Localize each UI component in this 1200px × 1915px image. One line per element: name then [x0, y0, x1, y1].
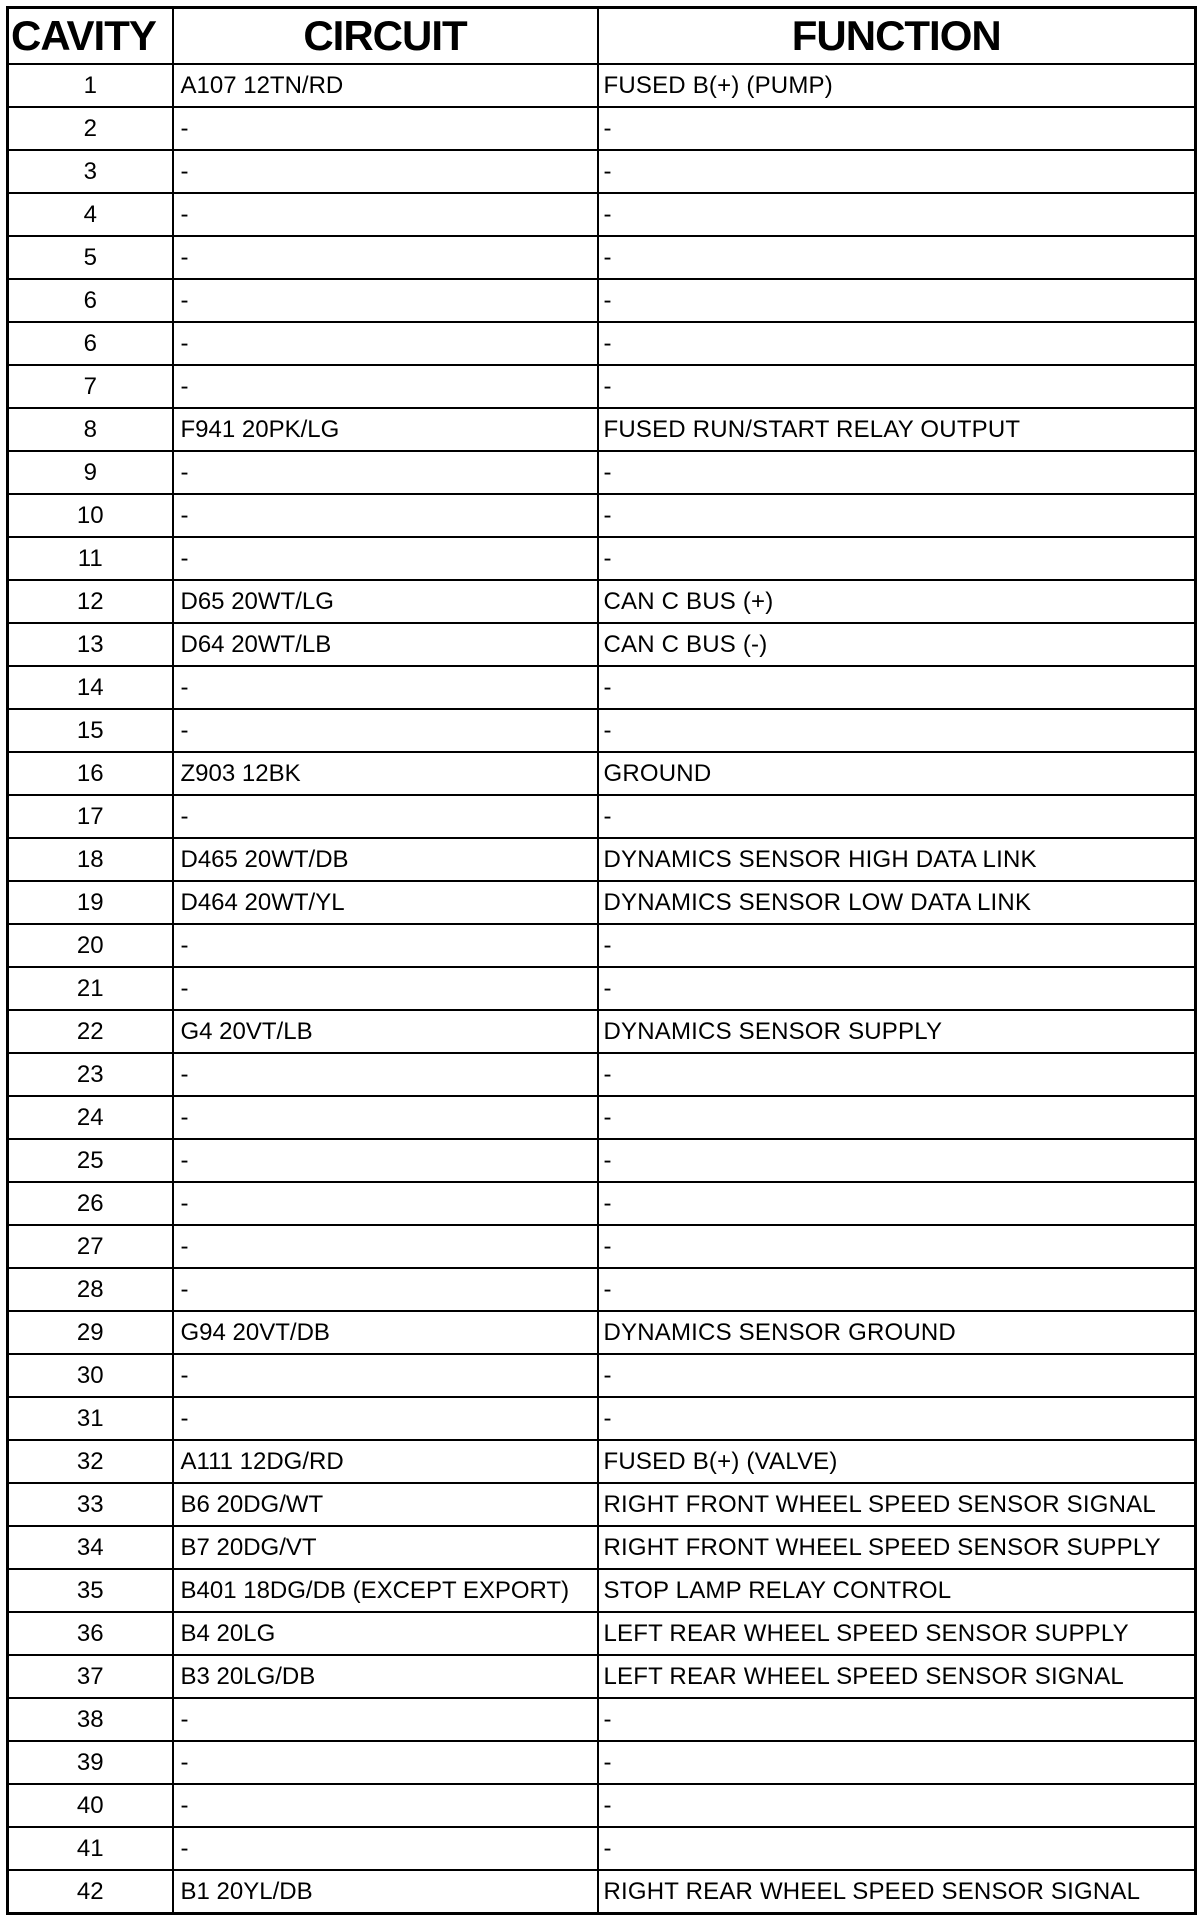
- circuit-cell: -: [173, 150, 598, 193]
- cavity-cell: 31: [8, 1397, 173, 1440]
- circuit-cell: B401 18DG/DB (EXCEPT EXPORT): [173, 1569, 598, 1612]
- function-cell: -: [598, 1053, 1196, 1096]
- cavity-cell: 6: [8, 322, 173, 365]
- table-row: [8, 236, 1196, 279]
- cavity-cell: 40: [8, 1784, 173, 1827]
- cavity-cell: 29: [8, 1311, 173, 1354]
- cavity-cell: 35: [8, 1569, 173, 1612]
- circuit-cell: B6 20DG/WT: [173, 1483, 598, 1526]
- cavity-cell: 27: [8, 1225, 173, 1268]
- circuit-cell: -: [173, 451, 598, 494]
- function-cell: RIGHT REAR WHEEL SPEED SENSOR SIGNAL: [598, 1870, 1196, 1914]
- cavity-cell: 30: [8, 1354, 173, 1397]
- function-cell: -: [598, 1741, 1196, 1784]
- cavity-cell: 16: [8, 752, 173, 795]
- table-row: [8, 1053, 1196, 1096]
- circuit-cell: -: [173, 1397, 598, 1440]
- cavity-cell: 26: [8, 1182, 173, 1225]
- table-row: [8, 1612, 1196, 1655]
- circuit-cell: B3 20LG/DB: [173, 1655, 598, 1698]
- cavity-cell: 21: [8, 967, 173, 1010]
- cavity-cell: 12: [8, 580, 173, 623]
- function-cell: -: [598, 236, 1196, 279]
- cavity-cell: 14: [8, 666, 173, 709]
- circuit-cell: -: [173, 666, 598, 709]
- table-row: [8, 752, 1196, 795]
- cavity-cell: 23: [8, 1053, 173, 1096]
- circuit-cell: -: [173, 279, 598, 322]
- function-cell: -: [598, 967, 1196, 1010]
- cavity-cell: 33: [8, 1483, 173, 1526]
- table-row: [8, 1741, 1196, 1784]
- circuit-cell: -: [173, 1096, 598, 1139]
- circuit-cell: -: [173, 107, 598, 150]
- function-cell: STOP LAMP RELAY CONTROL: [598, 1569, 1196, 1612]
- table-row: [8, 666, 1196, 709]
- table-row: [8, 1784, 1196, 1827]
- table-row: [8, 967, 1196, 1010]
- table-row: [8, 494, 1196, 537]
- circuit-cell: -: [173, 494, 598, 537]
- cavity-cell: 34: [8, 1526, 173, 1569]
- circuit-cell: G94 20VT/DB: [173, 1311, 598, 1354]
- table-row: [8, 1440, 1196, 1483]
- table-row: [8, 924, 1196, 967]
- table-row: [8, 322, 1196, 365]
- circuit-cell: -: [173, 537, 598, 580]
- circuit-cell: -: [173, 1182, 598, 1225]
- function-cell: -: [598, 1182, 1196, 1225]
- function-cell: -: [598, 1698, 1196, 1741]
- table-row: [8, 1268, 1196, 1311]
- table-row: [8, 1010, 1196, 1053]
- cavity-cell: 1: [8, 64, 173, 107]
- circuit-cell: -: [173, 1139, 598, 1182]
- cavity-cell: 3: [8, 150, 173, 193]
- circuit-cell: -: [173, 1741, 598, 1784]
- cavity-cell: 2: [8, 107, 173, 150]
- header-row: [8, 8, 1196, 65]
- table-row: [8, 838, 1196, 881]
- circuit-cell: D465 20WT/DB: [173, 838, 598, 881]
- function-cell: -: [598, 365, 1196, 408]
- cavity-cell: 18: [8, 838, 173, 881]
- cavity-cell: 15: [8, 709, 173, 752]
- function-cell: -: [598, 1827, 1196, 1870]
- connector-pinout-table: [6, 6, 1197, 1915]
- cavity-cell: 17: [8, 795, 173, 838]
- table-row: [8, 1827, 1196, 1870]
- cavity-cell: 13: [8, 623, 173, 666]
- circuit-cell: -: [173, 1268, 598, 1311]
- table-header: [8, 8, 1196, 65]
- table-row: [8, 623, 1196, 666]
- circuit-cell: -: [173, 795, 598, 838]
- circuit-cell: -: [173, 1225, 598, 1268]
- circuit-cell: G4 20VT/LB: [173, 1010, 598, 1053]
- cavity-cell: 28: [8, 1268, 173, 1311]
- circuit-cell: -: [173, 1698, 598, 1741]
- function-cell: CAN C BUS (+): [598, 580, 1196, 623]
- function-cell: -: [598, 1354, 1196, 1397]
- cavity-cell: 22: [8, 1010, 173, 1053]
- cavity-cell: 41: [8, 1827, 173, 1870]
- column-header-cavity: CAVITY: [8, 8, 173, 65]
- function-cell: -: [598, 279, 1196, 322]
- circuit-cell: -: [173, 236, 598, 279]
- function-cell: LEFT REAR WHEEL SPEED SENSOR SIGNAL: [598, 1655, 1196, 1698]
- function-cell: CAN C BUS (-): [598, 623, 1196, 666]
- function-cell: DYNAMICS SENSOR SUPPLY: [598, 1010, 1196, 1053]
- cavity-cell: 37: [8, 1655, 173, 1698]
- circuit-cell: -: [173, 967, 598, 1010]
- table-row: [8, 365, 1196, 408]
- cavity-cell: 7: [8, 365, 173, 408]
- circuit-cell: -: [173, 1784, 598, 1827]
- column-header-function: FUNCTION: [598, 8, 1196, 65]
- cavity-cell: 19: [8, 881, 173, 924]
- function-cell: -: [598, 1225, 1196, 1268]
- function-cell: RIGHT FRONT WHEEL SPEED SENSOR SUPPLY: [598, 1526, 1196, 1569]
- circuit-cell: -: [173, 1827, 598, 1870]
- cavity-cell: 9: [8, 451, 173, 494]
- circuit-cell: Z903 12BK: [173, 752, 598, 795]
- column-header-circuit: CIRCUIT: [173, 8, 598, 65]
- table-row: [8, 451, 1196, 494]
- pinout-sheet: [6, 6, 1194, 1905]
- circuit-cell: B7 20DG/VT: [173, 1526, 598, 1569]
- table-row: [8, 1182, 1196, 1225]
- function-cell: -: [598, 795, 1196, 838]
- circuit-cell: B4 20LG: [173, 1612, 598, 1655]
- function-cell: -: [598, 666, 1196, 709]
- circuit-cell: -: [173, 709, 598, 752]
- circuit-cell: D464 20WT/YL: [173, 881, 598, 924]
- function-cell: -: [598, 924, 1196, 967]
- table-row: [8, 1870, 1196, 1914]
- circuit-cell: D64 20WT/LB: [173, 623, 598, 666]
- table-row: [8, 580, 1196, 623]
- table-row: [8, 107, 1196, 150]
- function-cell: -: [598, 107, 1196, 150]
- table-row: [8, 64, 1196, 107]
- table-body: [8, 64, 1196, 1914]
- table-row: [8, 1096, 1196, 1139]
- table-row: [8, 279, 1196, 322]
- function-cell: -: [598, 1784, 1196, 1827]
- circuit-cell: -: [173, 924, 598, 967]
- cavity-cell: 6: [8, 279, 173, 322]
- table-row: [8, 1483, 1196, 1526]
- function-cell: DYNAMICS SENSOR GROUND: [598, 1311, 1196, 1354]
- circuit-cell: A111 12DG/RD: [173, 1440, 598, 1483]
- cavity-cell: 5: [8, 236, 173, 279]
- table-row: [8, 150, 1196, 193]
- function-cell: GROUND: [598, 752, 1196, 795]
- function-cell: -: [598, 1397, 1196, 1440]
- circuit-cell: -: [173, 1053, 598, 1096]
- function-cell: -: [598, 494, 1196, 537]
- function-cell: FUSED B(+) (PUMP): [598, 64, 1196, 107]
- table-row: [8, 1397, 1196, 1440]
- table-row: [8, 1655, 1196, 1698]
- cavity-cell: 38: [8, 1698, 173, 1741]
- function-cell: -: [598, 1096, 1196, 1139]
- table-row: [8, 795, 1196, 838]
- circuit-cell: A107 12TN/RD: [173, 64, 598, 107]
- circuit-cell: F941 20PK/LG: [173, 408, 598, 451]
- table-row: [8, 193, 1196, 236]
- function-cell: DYNAMICS SENSOR LOW DATA LINK: [598, 881, 1196, 924]
- table-row: [8, 1139, 1196, 1182]
- function-cell: -: [598, 451, 1196, 494]
- function-cell: -: [598, 150, 1196, 193]
- cavity-cell: 42: [8, 1870, 173, 1914]
- function-cell: DYNAMICS SENSOR HIGH DATA LINK: [598, 838, 1196, 881]
- cavity-cell: 36: [8, 1612, 173, 1655]
- table-row: [8, 1569, 1196, 1612]
- function-cell: -: [598, 1139, 1196, 1182]
- cavity-cell: 4: [8, 193, 173, 236]
- function-cell: LEFT REAR WHEEL SPEED SENSOR SUPPLY: [598, 1612, 1196, 1655]
- function-cell: -: [598, 1268, 1196, 1311]
- function-cell: RIGHT FRONT WHEEL SPEED SENSOR SIGNAL: [598, 1483, 1196, 1526]
- function-cell: -: [598, 322, 1196, 365]
- table-row: [8, 537, 1196, 580]
- cavity-cell: 39: [8, 1741, 173, 1784]
- cavity-cell: 25: [8, 1139, 173, 1182]
- function-cell: -: [598, 709, 1196, 752]
- cavity-cell: 8: [8, 408, 173, 451]
- function-cell: -: [598, 537, 1196, 580]
- table-row: [8, 1354, 1196, 1397]
- table-row: [8, 1698, 1196, 1741]
- cavity-cell: 10: [8, 494, 173, 537]
- function-cell: -: [598, 193, 1196, 236]
- table-row: [8, 881, 1196, 924]
- circuit-cell: B1 20YL/DB: [173, 1870, 598, 1914]
- circuit-cell: D65 20WT/LG: [173, 580, 598, 623]
- table-row: [8, 709, 1196, 752]
- circuit-cell: -: [173, 193, 598, 236]
- table-row: [8, 1311, 1196, 1354]
- cavity-cell: 32: [8, 1440, 173, 1483]
- table-row: [8, 1225, 1196, 1268]
- table-row: [8, 1526, 1196, 1569]
- function-cell: FUSED B(+) (VALVE): [598, 1440, 1196, 1483]
- table-row: [8, 408, 1196, 451]
- cavity-cell: 20: [8, 924, 173, 967]
- circuit-cell: -: [173, 322, 598, 365]
- function-cell: FUSED RUN/START RELAY OUTPUT: [598, 408, 1196, 451]
- circuit-cell: -: [173, 365, 598, 408]
- cavity-cell: 11: [8, 537, 173, 580]
- circuit-cell: -: [173, 1354, 598, 1397]
- cavity-cell: 24: [8, 1096, 173, 1139]
